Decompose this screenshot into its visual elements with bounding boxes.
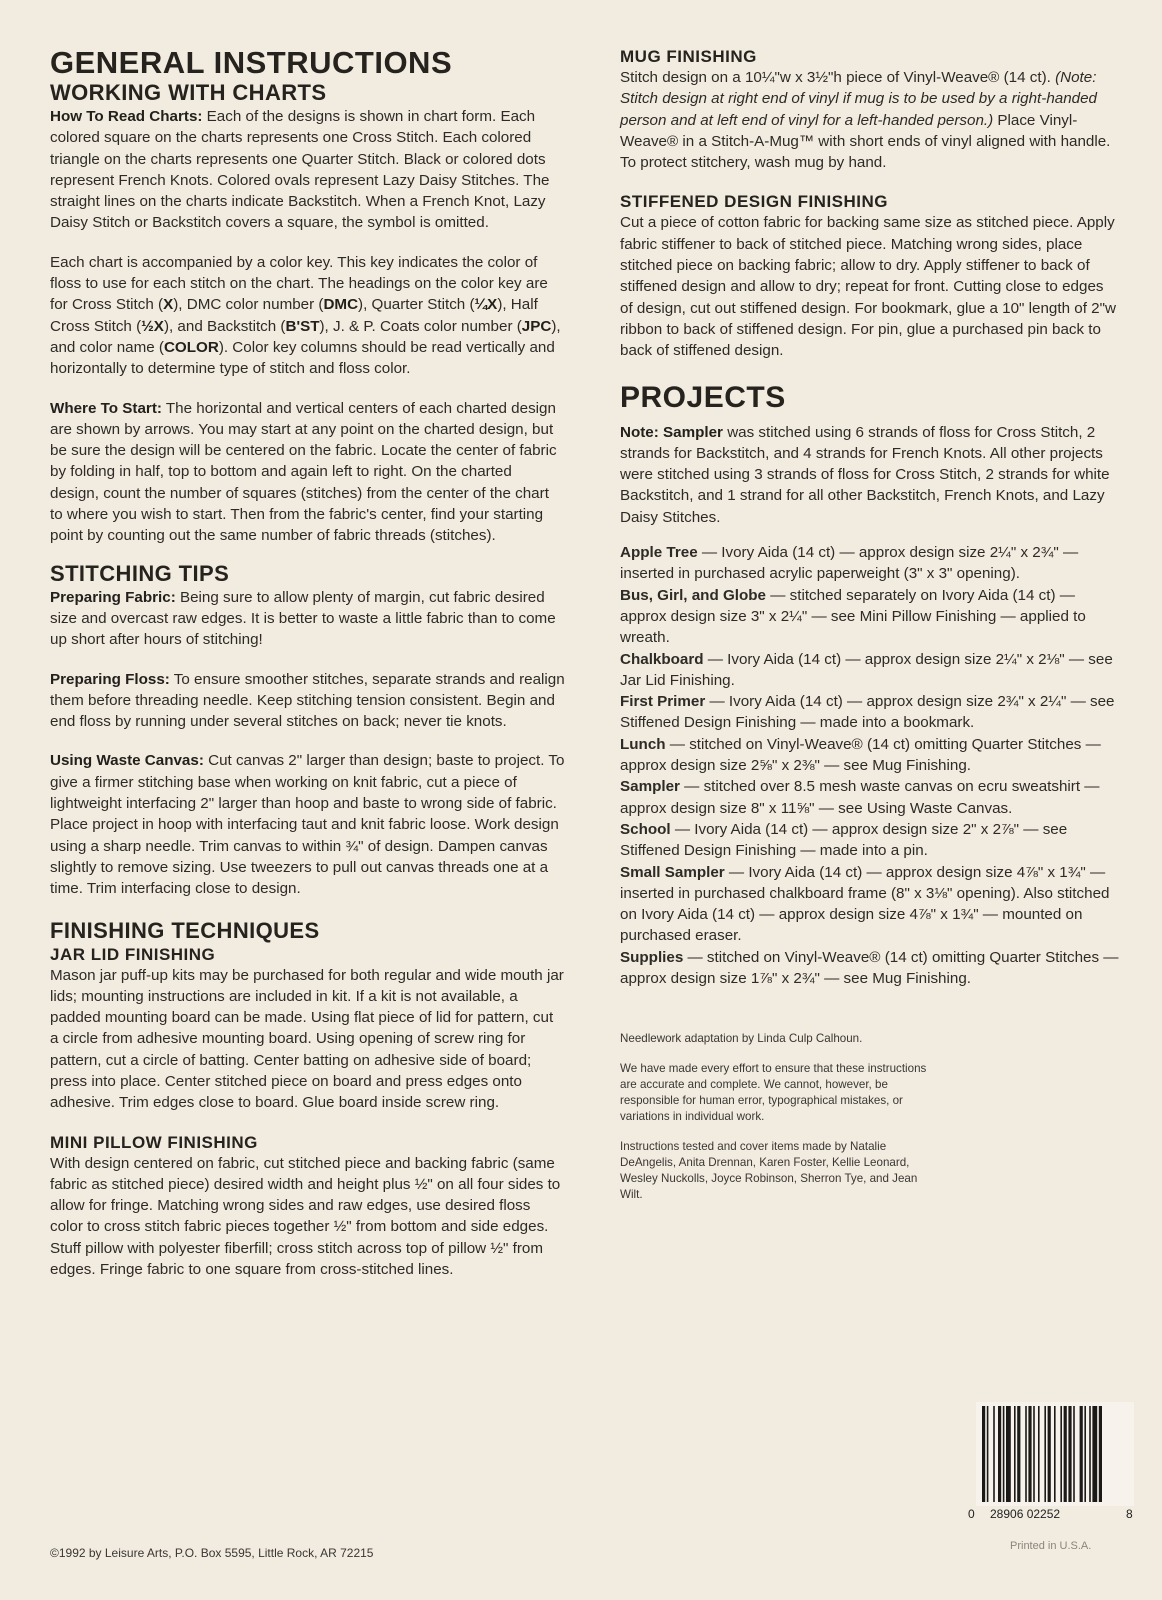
how-to-read-body: Each of the designs is shown in chart form. Each colored square on the charts represents one Cross Stitch. Each colored triangle on the charts represents one Quarter Stitch. Black or colored dots represent French Knots. Colored ovals represent Lazy Daisy Stitches. The straight lines on the charts indicate Backstitch. When a French Knot, Lazy Daisy Stitch or Backstitch covers a square, the symbol is omitted. [50, 108, 550, 232]
barcode-bar [1006, 1406, 1011, 1502]
project-item [620, 776, 1120, 819]
barcode-bar [1054, 1406, 1056, 1502]
color-key-text: ), J. & P. Coats color number ( [319, 317, 522, 335]
barcode-digit-right: 8 [1126, 1507, 1133, 1521]
color-key-text: ), Quarter Stitch ( [358, 296, 475, 314]
preparing-fabric-body: Being sure to allow plenty of margin, cut fabric desired size and overcast raw edges. It is better to waste a little fabric than to come up short after hours of stitching! [50, 588, 556, 649]
project-list [620, 542, 1120, 989]
barcode-bar [1064, 1406, 1067, 1502]
project-name: Supplies [620, 948, 684, 966]
barcode-bar [1014, 1406, 1016, 1502]
barcode-bar [998, 1406, 1001, 1502]
waste-canvas-lead: Using Waste Canvas: [50, 752, 204, 770]
where-to-start-paragraph [50, 398, 565, 547]
printed-in-usa: Printed in U.S.A. [1010, 1540, 1092, 1552]
project-name: Sampler [620, 778, 680, 796]
barcode-bar [1038, 1406, 1040, 1502]
mug-text: Place Vinyl-Weave® in a Stitch-A-Mug™ with short ends of vinyl aligned with handle. To protect stitchery, wash mug by hand. [620, 111, 1111, 172]
section-heading-projects: PROJECTS [620, 380, 786, 414]
project-name: Apple Tree [620, 544, 698, 562]
project-item [620, 585, 1120, 649]
color-key-term: COLOR [163, 338, 219, 356]
waste-canvas-paragraph [50, 750, 565, 899]
color-key-term: ½X [141, 317, 164, 335]
right-column [620, 46, 1120, 1203]
barcode-bar [1060, 1406, 1062, 1502]
barcode-bar [1084, 1406, 1086, 1502]
project-details: — stitched separately on Ivory Aida (14 ct) — approx design size 3" x 2¼" — see Mini Pillow Finishing — applied to wreath. [620, 586, 1086, 647]
projects-note-paragraph [620, 422, 1120, 528]
barcode-bar [1017, 1406, 1020, 1502]
project-details: — Ivory Aida (14 ct) — approx design size 2¾" x 2¼" — see Stiffened Design Finishing — made into a bookmark. [620, 693, 1115, 732]
project-item [620, 947, 1120, 990]
projects-note-lead: Note: Sampler [620, 423, 723, 441]
section-heading-finishing: FINISHING TECHNIQUES [50, 917, 320, 943]
project-name: Small Sampler [620, 863, 725, 881]
project-details: — stitched on Vinyl-Weave® (14 ct) omitting Quarter Stitches — approx design size 1⅞" x 2¾" — see Mug Finishing. [620, 948, 1119, 987]
project-name: Chalkboard [620, 650, 704, 668]
left-column [50, 46, 565, 1280]
color-key-text: ), and Backstitch ( [163, 317, 286, 335]
how-to-read-lead: How To Read Charts: [50, 108, 203, 125]
jar-lid-paragraph: Mason jar puff-up kits may be purchased for both regular and wide mouth jar lids; mounting instructions are included in kit. If a kit is not available, a padded mounting board can be made. Using flat piece of lid for pattern, cut a circle from adhesive mounting board. Using opening of screw ring for pattern, cut a circle of batting. Center batting on adhesive side of board; press into place. Center stitched piece on board and press edges onto adhesive. Trim edges close to board. Glue board inside screw ring. [50, 966, 564, 1112]
subheading-mini-pillow: MINI PILLOW FINISHING [50, 1132, 258, 1152]
credits-block [620, 1031, 940, 1203]
subheading-jar-lid: JAR LID FINISHING [50, 944, 216, 964]
preparing-fabric-paragraph [50, 587, 565, 651]
barcode-bar [1073, 1406, 1075, 1502]
barcode-bar [1048, 1406, 1051, 1502]
section-heading-charts: WORKING WITH CHARTS [50, 80, 327, 105]
project-details: — stitched over 8.5 mesh waste canvas on ecru sweatshirt — approx design size 8" x 11⅝" — see Using Waste Canvas. [620, 778, 1100, 817]
subheading-stiffened: STIFFENED DESIGN FINISHING [620, 192, 889, 212]
preparing-floss-paragraph [50, 669, 565, 733]
barcode-bar [1068, 1406, 1071, 1502]
color-key-text: ), DMC color number ( [173, 296, 324, 314]
projects-note-body: was stitched using 6 strands of floss for Cross Stitch, 2 strands for Backstitch, and 4 strands for French Knots. All other projects were stitched using 3 strands of floss for Cross Stitch, 2 strands for white Backstitch, and 1 strand for all other Backstitch, French Knots, and Lazy Daisy Stitches. [620, 423, 1110, 526]
project-details: — Ivory Aida (14 ct) — approx design size 2¼" x 2¾" — inserted in purchased acrylic paperweight (3" x 3" opening). [620, 544, 1079, 583]
color-key-term: ¼X [474, 296, 498, 314]
color-key-text: ), Half Cross Stitch ( [50, 296, 538, 335]
mini-pillow-paragraph: With design centered on fabric, cut stitched piece and backing fabric (same fabric as stitched piece) desired width and height plus ½" on all four sides to allow for fringe. Matching wrong sides and raw edges, use desired floss color to cross stitch fabric pieces together ½" from bottom and side edges. Stuff pillow with polyester fiberfill; cross stitch across top of pillow ½" from edges. Fringe fabric to one square from cross-stitched lines. [50, 1154, 561, 1279]
tested-by-credit: Instructions tested and cover items made by Natalie DeAngelis, Anita Drennan, Karen Foster, Kellie Leonard, Wesley Nuckolls, Joyce Robinson, Sherron Tye, and Jean Wilt. [620, 1140, 918, 1202]
barcode-bar [1028, 1406, 1031, 1502]
project-name: Bus, Girl, and Globe [620, 586, 766, 604]
barcode-bar [1003, 1406, 1005, 1502]
disclaimer: We have made every effort to ensure that these instructions are accurate and complete. We cannot, however, be responsible for human error, typographical mistakes, or variations in individual work. [620, 1062, 927, 1124]
color-key-paragraph [50, 252, 565, 380]
project-item [620, 819, 1120, 862]
color-key-term: X [163, 296, 174, 314]
waste-canvas-body: Cut canvas 2" larger than design; baste to project. To give a firmer stitching base when working on knit fabric, cut a piece of lightweight interfacing 2" larger than hoop and baste to wrong side of fabric. Place project in hoop with interfacing taut and knit fabric loose. Work design using a sharp needle. Trim canvas to within ¾" of design. Dampen canvas slightly to remove sizing. Use tweezers to pull out canvas threads one at a time. Trim interfacing close to design. [50, 752, 565, 898]
color-key-text: ), and color name ( [50, 317, 561, 356]
barcode-bar [982, 1406, 985, 1502]
barcode-bar [987, 1406, 989, 1502]
how-to-read-paragraph [50, 106, 565, 234]
mug-paragraph [620, 67, 1120, 173]
where-to-start-body: The horizontal and vertical centers of each charted design are shown by arrows. You may start at any point on the charted design, but be sure the design will be centered on the fabric. Locate the center of fabric by folding in half, top to bottom and again left to right. On the charted design, count the number of squares (stitches) from the center of the chart to where you wish to start. Then from the fabric's center, find your starting point by counting out the same number of fabric threads (stitches). [50, 399, 557, 545]
page-title: GENERAL INSTRUCTIONS [50, 45, 453, 80]
project-name: School [620, 820, 671, 838]
copyright-notice: ©1992 by Leisure Arts, P.O. Box 5595, Little Rock, AR 72215 [50, 1546, 374, 1560]
preparing-floss-lead: Preparing Floss: [50, 670, 170, 688]
project-item [620, 542, 1120, 585]
color-key-text: ). Color key columns should be read vertically and horizontally to determine type of stitch and floss color. [50, 338, 555, 378]
preparing-fabric-lead: Preparing Fabric: [50, 588, 176, 606]
barcode [968, 1402, 1138, 1522]
project-details: — Ivory Aida (14 ct) — approx design size 2¼" x 2⅛" — see Jar Lid Finishing. [620, 650, 1113, 689]
project-details: — Ivory Aida (14 ct) — approx design size 4⅞" x 1¾" — inserted in purchased chalkboard frame (8" x 3⅛" opening). Also stitched on Ivory Aida (14 ct) — approx design size 4⅞" x 1¾" — mounted on purchased eraser. [620, 863, 1110, 945]
color-key-term: B'ST [285, 317, 320, 335]
where-to-start-lead: Where To Start: [50, 399, 162, 417]
project-item [620, 691, 1120, 734]
barcode-bar [993, 1406, 995, 1502]
barcode-bar [1044, 1406, 1046, 1502]
mug-note: (Note: Stitch design at right end of vinyl if mug is to be used by a right-handed person and at left end of vinyl for a left-handed person.) [620, 69, 1097, 129]
stiffened-paragraph: Cut a piece of cotton fabric for backing same size as stitched piece. Apply fabric stiffener to back of stitched piece. Matching wrong sides, place stitched piece on backing fabric; allow to dry. Apply stiffener to back of stiffened design and allow to dry; repeat for front. Cutting close to edges of design, cut out stiffened design. For bookmark, glue a 10" length of 2"w ribbon to back of stiffened design. For pin, glue a purchased pin back to back of stiffened design. [620, 214, 1116, 360]
barcode-digit-left: 0 [968, 1507, 975, 1521]
project-details: — Ivory Aida (14 ct) — approx design size 2" x 2⅞" — see Stiffened Design Finishing — made into a pin. [620, 820, 1068, 860]
barcode-digits: 28906 02252 [990, 1507, 1061, 1521]
barcode-graphic [968, 1402, 1138, 1522]
barcode-bar [1025, 1406, 1027, 1502]
barcode-bar [1099, 1406, 1102, 1502]
color-key-term: JPC [521, 317, 552, 335]
mug-text: Stitch design on a 10¼"w x 3½"h piece of Vinyl-Weave® (14 ct). [620, 69, 1056, 86]
project-name: First Primer [620, 693, 706, 711]
project-details: — stitched on Vinyl-Weave® (14 ct) omitting Quarter Stitches — approx design size 2⅝" x 2⅜" — see Mug Finishing. [620, 735, 1101, 775]
barcode-bar [1033, 1406, 1035, 1502]
project-item [620, 649, 1120, 692]
color-key-text: Each chart is accompanied by a color key. This key indicates the color of floss to use for each stitch on the chart. The headings on the color key are for Cross Stitch ( [50, 253, 548, 314]
section-heading-stitching-tips: STITCHING TIPS [50, 560, 230, 586]
adaptation-credit: Needlework adaptation by Linda Culp Calhoun. [620, 1032, 863, 1046]
project-name: Lunch [620, 735, 666, 753]
preparing-floss-body: To ensure smoother stitches, separate strands and realign them before threading needle. Keep stitching tension consistent. Begin and end floss by running under several stitches on back; never tie knots. [50, 670, 565, 731]
project-item [620, 862, 1120, 947]
color-key-term: DMC [323, 296, 359, 314]
project-item [620, 734, 1120, 777]
barcode-bar [1089, 1406, 1091, 1502]
barcode-bar [1092, 1406, 1097, 1502]
subheading-mug: MUG FINISHING [620, 47, 757, 66]
barcode-bar [1080, 1406, 1083, 1502]
